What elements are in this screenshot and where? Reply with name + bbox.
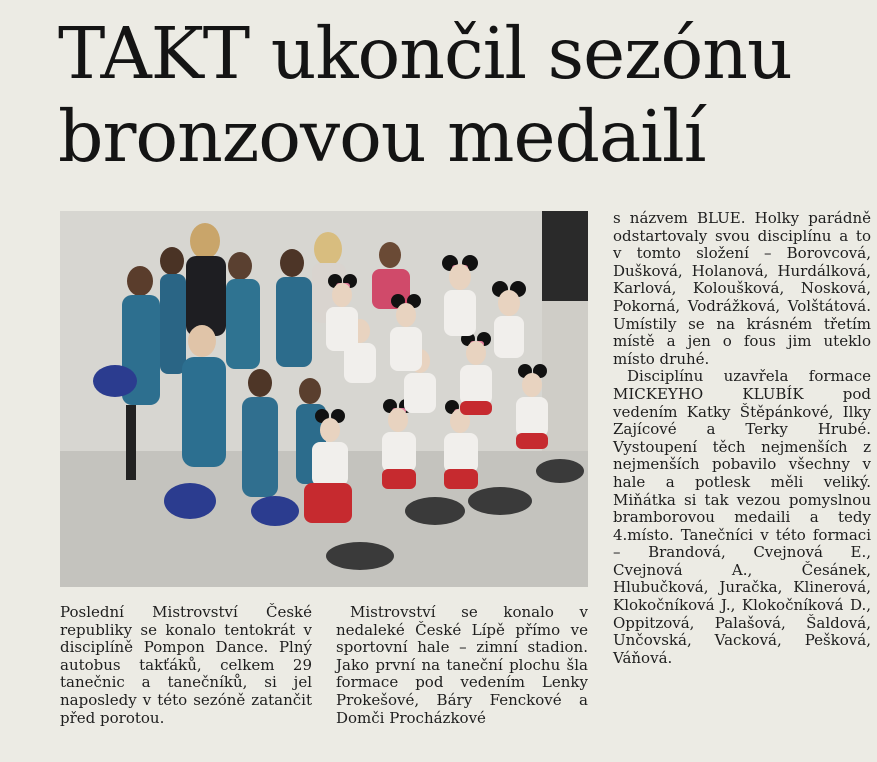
column-3-paragraph-2: Disciplínu uzavřela formace MICKEYHO KLUBÍK pod vedením Katky Štěpánkové, Ilky Zajícové a Terky Hrubé. Vystoupení těch nejmenších z nejmenších pobavilo všechny v hale a potlesk měli veliký. Miňátka si tak vezou pomyslnou bramborovou medaili a tedy 4.místo. Tanečníci v této formaci – Brandová, Cvejnová E., Cvejnová A., Česánek, Hlubučková, Juračka, Klinerová, Klokočníková J., Klokočníková D., Oppitzová, Palašová, Šaldová, Unčovská, Vacková, Pešková, Váňová. xyxy=(613,367,871,667)
column-3-paragraph-1: s názvem BLUE. Holky parádně odstartovaly svou disciplínu a to v tomto složení – Borovcová, Dušková, Holanová, Hurdálková, Karlová, Koloušková, Nosková, Pokorná, Vodrážková, Volštátová. Umístily se na krásném třetím místě a jen o fous jim uteklo místo druhé. xyxy=(613,209,871,368)
article-column-1 xyxy=(60,604,312,727)
headline xyxy=(58,12,848,178)
headline-line-1: TAKT ukončil sezónu xyxy=(58,12,792,95)
photo-illustration xyxy=(60,211,588,587)
column-2-text: Mistrovství se konalo v nedaleké České Lípě přímo ve sportovní hale – zimní stadion. Jako první na taneční plochu šla formace pod vedením Lenky Prokešové, Báry Fenckové a Domči Procházkové xyxy=(336,603,588,727)
dance-team-photo xyxy=(60,211,588,587)
column-1-text: Poslední Mistrovství České republiky se konalo tentokrát v disciplíně Pompon Dance. Plný autobus takťáků, celkem 29 tanečnic a tanečníků, si jel naposledy v této sezóně zatančit před porotou. xyxy=(60,603,312,727)
headline-line-2: bronzovou medailí xyxy=(58,95,706,178)
article-column-3 xyxy=(613,210,871,667)
article-column-2 xyxy=(336,604,588,727)
